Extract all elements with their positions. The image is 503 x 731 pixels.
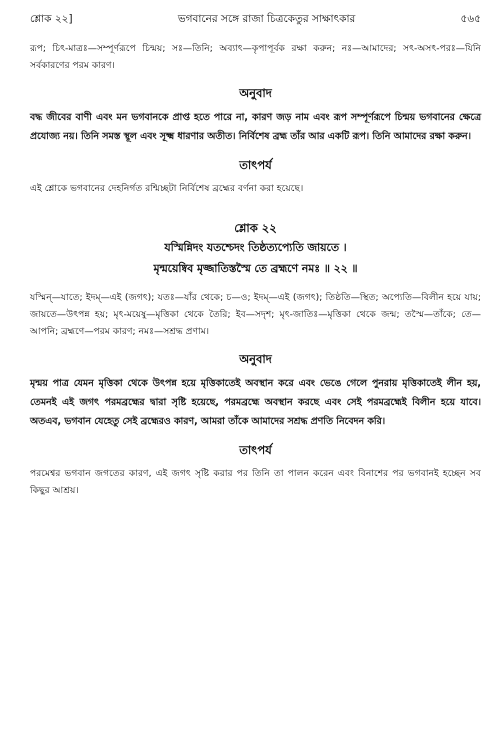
synonyms-verse-21: রূপ; চিৎ-মাত্রঃ—সম্পূর্ণরূপে চিন্ময়; সঃ—তিনি; অব্যাৎ—কৃপাপূর্বক রক্ষা করুন; নঃ—আমাদের; সৎ-অসৎ-পরঃ—যিনি সর্বকারণের পরম কারণ। [30,43,481,71]
verse-heading-22: শ্লোক ২২ [234,221,277,235]
translation-verse-22: মৃন্ময় পাত্র যেমন মৃত্তিকা থেকে উৎপন্ন হয়ে মৃত্তিকাতেই অবস্থান করে এবং ভেঙে গেলে পুনরায় মৃত্তিকাতেই লীন হয়, তেমনই এই জগৎ পরমব্রহ্মের দ্বারা সৃষ্টি হয়েছে, পরমব্রহ্মে অবস্থান করছে এবং সেই পরমব্রহ্মেই বিলীন হয়ে যাবে। অতএব, ভগবান যেহেতু সেই ব্রহ্মেরও কারণ, আমরা তাঁকে আমাদের সশ্রদ্ধ প্রণতি নিবেদন করি। [30,378,481,427]
header-page-number: ৫৬৫ [460,13,481,25]
page-content [30,40,481,499]
purport-verse-22: পরমেশ্বর ভগবান জগতের কারণ, এই জগৎ সৃষ্টি করার পর তিনি তা পালন করেন এবং বিনাশের পর ভগবানই হচ্ছেন সব কিছুর আশ্রয়। [30,468,481,496]
translation-heading-verse-22: অনুবাদ [239,352,272,366]
purport-heading-verse-21: তাৎপর্য [239,158,272,172]
running-header [30,12,481,29]
header-verse-ref: শ্লোক ২২] [30,13,73,25]
translation-verse-21: বদ্ধ জীবের বাণী এবং মন ভগবানকে প্রাপ্ত হতে পারে না, কারণ জড় নাম এবং রূপ সম্পূর্ণরূপে চিন্ময় ভগবানের ক্ষেত্রে প্রযোজ্য নয়। তিনি সমস্ত স্থূল এবং সূক্ষ্ম ধারণার অতীত। নির্বিশেষ ব্রহ্ম তাঁর আর একটি রূপ। তিনি আমাদের রক্ষা করুন। [30,112,481,142]
purport-verse-21: এই শ্লোকে ভগবানের দেহনির্গত রশ্মিচ্ছটা নির্বিশেষ ব্রহ্মের বর্ণনা করা হয়েছে। [30,183,304,194]
synonyms-verse-22: যস্মিন্—যাতে; ইদম্—এই (জগৎ); যতঃ—যাঁর থেকে; চ—ও; ইদম্—এই (জগৎ); তিষ্ঠতি—স্থিত; অপ্যেতি—বিলীন হয়ে যায়; জায়তে—উৎপন্ন হয়; মৃৎ-ময়েষু—মৃত্তিকা থেকে তৈরি; ইব—সদৃশ; মৃৎ-জাতিঃ—মৃত্তিকা থেকে জন্ম; তস্মৈ—তাঁকে; তে—আপনি; ব্রহ্মণে—পরম কারণ; নমঃ—সশ্রদ্ধ প্রণাম। [30,292,481,337]
verse-text-22 [30,237,481,279]
verse-line-1: যস্মিন্নিদং যতশ্চেদং তিষ্ঠত্যপ্যেতি জায়তে । [164,241,347,254]
header-chapter-title: ভগবানের সঙ্গে রাজা চিত্রকেতুর সাক্ষাৎকার [177,13,356,25]
purport-heading-verse-22: তাৎপর্য [239,443,272,457]
translation-heading-verse-21: অনুবাদ [239,86,272,100]
verse-line-2: মৃন্ময়েষ্বিব মৃজ্জাতিস্তস্মৈ তে ব্রহ্মণে নমঃ ॥ ২২ ॥ [153,262,358,275]
